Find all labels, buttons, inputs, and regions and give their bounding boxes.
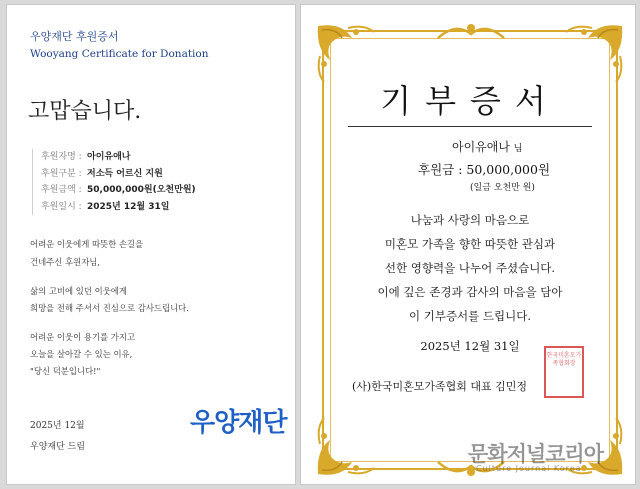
donor-honorific: 님 bbox=[513, 144, 523, 154]
ornament-bottom-left-icon bbox=[312, 410, 382, 480]
detail-row: 후원자명 : 아이유애나 bbox=[41, 152, 131, 162]
donation-amount: 후원금 : 50,000,000원 bbox=[418, 162, 551, 177]
detail-row: 후원금액 : 50,000,000원(오천만원) bbox=[41, 185, 196, 195]
watermark-subtext: Culture Journal Korea bbox=[476, 464, 582, 473]
detail-row: 후원구분 : 저소득 어르신 지원 bbox=[41, 168, 163, 179]
donor-name: 아이유애나 님 bbox=[452, 140, 523, 154]
certificate-body-line: 나눔과 사랑의 마음으로 bbox=[410, 213, 530, 227]
message-line: 어려운 이웃에게 따뜻한 손길을 bbox=[30, 239, 144, 249]
message-line: 삶의 고비에 있던 이웃에게 bbox=[30, 286, 127, 296]
message-line: "당신 덕분입니다!" bbox=[30, 366, 101, 376]
message-line: 오늘을 살아갈 수 있는 이유, bbox=[30, 349, 133, 359]
certificate-body-line: 이 기부증서를 드립니다. bbox=[408, 309, 532, 323]
donation-details bbox=[32, 149, 196, 215]
message-line: 희망을 전해 주셔서 진심으로 감사드립니다. bbox=[30, 303, 189, 313]
wooyang-logo: 우양재단 bbox=[190, 408, 287, 438]
red-seal-stamp: 한국미혼모가족협회장 bbox=[544, 346, 584, 398]
certificate-body-line: 미혼모 가족을 향한 따뜻한 관심과 bbox=[384, 237, 556, 251]
message-line: 건네주신 후원자님, bbox=[30, 257, 101, 267]
watermark-logo: 문화저널코리아 bbox=[468, 442, 604, 466]
thanks-heading: 고맙습니다. bbox=[28, 99, 142, 124]
card-date: 2025년 12월 bbox=[30, 421, 85, 431]
certificate-body-line: 선한 영향력을 나누어 주셨습니다. bbox=[384, 261, 556, 275]
detail-row: 후원일시 : 2025년 12월 31일 bbox=[41, 201, 170, 212]
certificate-issuer: (사)한국미혼모가족협회 대표 김민정 bbox=[352, 380, 527, 393]
title-divider bbox=[348, 126, 592, 127]
card-header-korean: 우양재단 후원증서 bbox=[30, 30, 119, 43]
card-signature: 우양재단 드림 bbox=[30, 442, 86, 452]
certificate-title: 기부증서 bbox=[380, 82, 560, 120]
card-header-english: Wooyang Certificate for Donation bbox=[30, 48, 209, 60]
message-line: 어려운 이웃이 용기를 가지고 bbox=[30, 332, 136, 342]
certificate-body-line: 이에 깊은 존경과 감사의 마음을 담아 bbox=[377, 285, 563, 299]
amount-in-words: (일금 오천만 원) bbox=[470, 183, 535, 193]
certificate-date: 2025년 12월 31일 bbox=[420, 339, 520, 353]
ornament-top-center-icon bbox=[436, 20, 506, 42]
